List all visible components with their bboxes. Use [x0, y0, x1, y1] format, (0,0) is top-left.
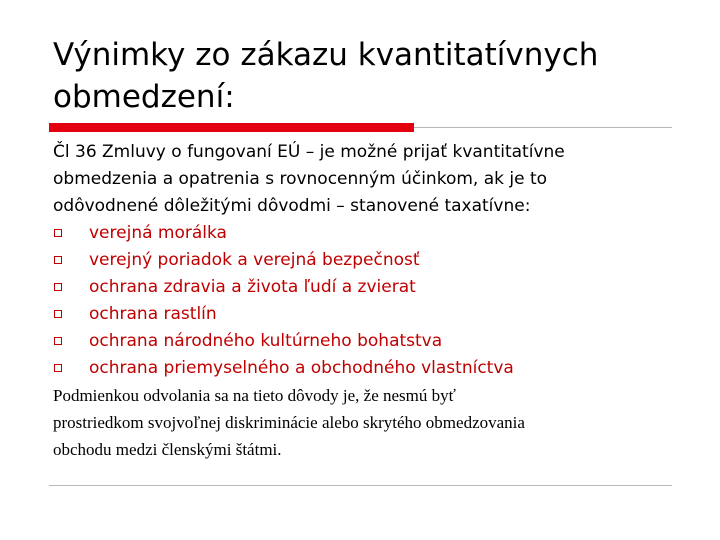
list-item [53, 220, 693, 247]
square-bullet-icon [54, 364, 62, 372]
intro-line: Čl 36 Zmluvy o fungovaní EÚ – je možné prijať kvantitatívne [53, 142, 565, 162]
slide-title-line-2: obmedzení: [53, 79, 235, 115]
closing-line: Podmienkou odvolania sa na tieto dôvody je, že nesmú byť [53, 386, 456, 405]
list-item-label: ochrana národného kultúrneho bohatstva [89, 331, 443, 351]
list-item [53, 355, 693, 382]
square-bullet-icon [54, 337, 62, 345]
closing-line: prostriedkom svojvoľnej diskriminácie alebo skrytého obmedzovania [53, 413, 525, 432]
intro-line: obmedzenia a opatrenia s rovnocenným účinkom, ak je to [53, 169, 548, 189]
list-item [53, 328, 693, 355]
slide-title [53, 34, 693, 118]
square-bullet-icon [54, 229, 62, 237]
slide-body [53, 139, 693, 463]
closing-line: obchodu medzi členskými štátmi. [53, 440, 282, 459]
list-item-label: verejný poriadok a verejná bezpečnosť [89, 250, 420, 270]
square-bullet-icon [54, 283, 62, 291]
title-divider-line [414, 127, 672, 128]
list-item-label: ochrana rastlín [89, 304, 217, 324]
footer-divider-line [49, 485, 672, 486]
list-item-label: verejná morálka [89, 223, 227, 243]
square-bullet-icon [54, 310, 62, 318]
title-accent-bar [49, 123, 414, 132]
list-item [53, 274, 693, 301]
list-item-label: ochrana priemyselného a obchodného vlastníctva [89, 358, 514, 378]
intro-line: odôvodnené dôležitými dôvodmi – stanovené taxatívne: [53, 196, 531, 216]
list-item [53, 301, 693, 328]
square-bullet-icon [54, 256, 62, 264]
list-item-label: ochrana zdravia a života ľudí a zvierat [89, 277, 416, 297]
slide-title-line-1: Výnimky zo zákazu kvantitatívnych [53, 37, 599, 73]
list-item [53, 247, 693, 274]
